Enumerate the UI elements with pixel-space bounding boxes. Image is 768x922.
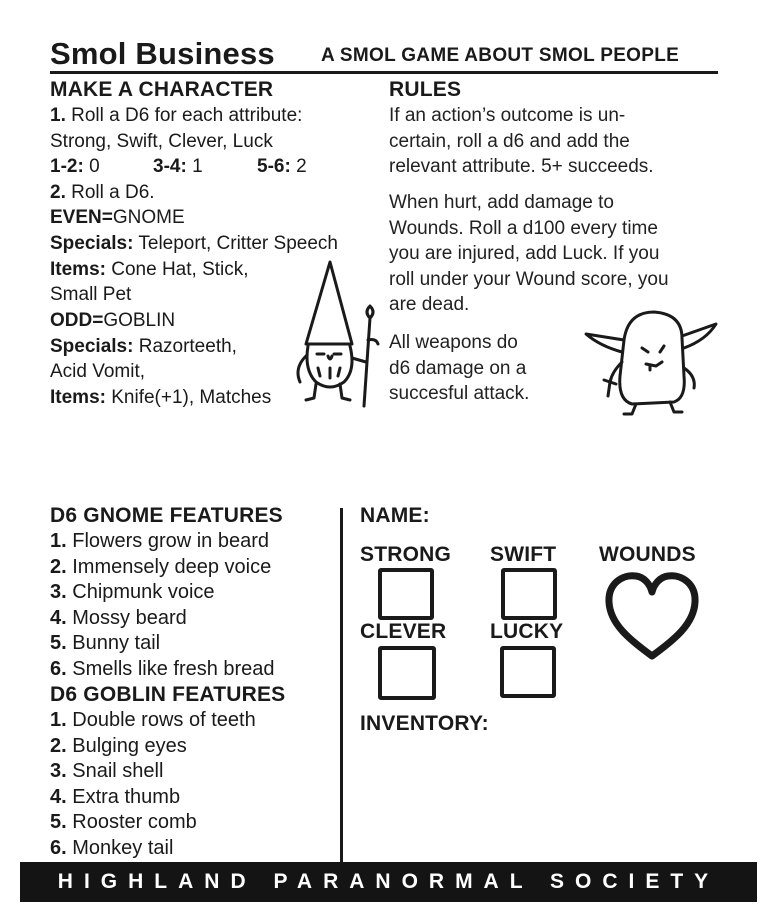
goblin-illustration — [582, 306, 722, 416]
item-text: Bunny tail — [72, 632, 161, 655]
page-title: Smol Business — [50, 36, 275, 71]
item-text: Immensely deep voice — [72, 555, 272, 578]
wounds-label: WOUNDS — [599, 543, 696, 566]
list-item — [50, 657, 275, 683]
item-number: 3. — [50, 581, 67, 604]
swift-box[interactable] — [501, 568, 557, 620]
gnome-features-list — [50, 529, 275, 683]
goblin-items-value: Knife(+1), Matches — [111, 387, 272, 408]
odd-label: ODD= — [50, 310, 104, 331]
swift-label: SWIFT — [490, 543, 557, 566]
rules-p1-line: relevant attribute. 5+ succeeds. — [389, 156, 654, 178]
item-number: 6. — [50, 657, 67, 680]
gnome-items-value-1: Cone Hat, Stick, — [111, 259, 249, 280]
item-text: Monkey tail — [72, 836, 174, 859]
attributes-line: Strong, Swift, Clever, Luck — [50, 131, 273, 152]
item-number: 6. — [50, 836, 67, 859]
rules-heading: RULES — [389, 78, 462, 101]
rules-p3-line: All weapons do — [389, 332, 518, 353]
item-text: Double rows of teeth — [72, 709, 256, 731]
list-item — [50, 759, 256, 785]
item-text: Mossy beard — [72, 606, 187, 629]
goblin-features-list — [50, 708, 256, 862]
goblin-specials-value-2: Acid Vomit, — [50, 361, 146, 382]
make-character-heading: MAKE A CHARACTER — [50, 78, 274, 101]
rules-p2-line: are dead. — [389, 294, 470, 316]
lucky-label: LUCKY — [490, 620, 564, 643]
list-item — [50, 555, 275, 581]
item-number: 1. — [50, 709, 67, 731]
header-divider — [50, 71, 718, 74]
item-text: Rooster comb — [72, 811, 197, 834]
range1-label: 1-2: — [50, 156, 84, 177]
rules-p1-line: If an action’s outcome is un- — [389, 105, 626, 126]
goblin-specials-value-1: Razorteeth, — [138, 336, 237, 357]
range3 — [257, 154, 307, 180]
range3-label: 5-6: — [257, 156, 291, 177]
goblin-features-heading: D6 GOBLIN FEATURES — [50, 683, 286, 706]
item-text: Bulging eyes — [72, 734, 187, 757]
range3-value: 2 — [296, 156, 307, 177]
item-number: 3. — [50, 760, 67, 783]
range1-value: 0 — [89, 156, 100, 177]
footer-banner: HIGHLAND PARANORMAL SOCIETY — [20, 862, 757, 902]
list-item — [50, 810, 256, 836]
rules-p2-line: When hurt, add damage to — [389, 192, 614, 213]
clever-label: CLEVER — [360, 620, 447, 643]
rules-paragraph-2 — [389, 190, 669, 318]
list-item — [50, 580, 275, 606]
item-number: 5. — [50, 632, 67, 655]
goblin-items — [50, 385, 271, 411]
list-item — [50, 785, 256, 811]
step2-number: 2. — [50, 182, 66, 203]
list-item — [50, 708, 256, 734]
step1-text: Roll a D6 for each attribute: — [71, 105, 303, 126]
wounds-heart[interactable] — [604, 570, 700, 662]
step1-number: 1. — [50, 105, 66, 126]
rules-paragraph-1 — [389, 103, 654, 180]
lucky-box[interactable] — [500, 646, 556, 698]
range2 — [153, 154, 203, 180]
gnome-items — [50, 257, 249, 283]
gnome-features-heading: D6 GNOME FEATURES — [50, 504, 283, 527]
section-divider — [340, 508, 343, 864]
rules-p2-line: Wounds. Roll a d100 every time — [389, 217, 658, 239]
odd-line — [50, 308, 175, 334]
gnome-specials-label: Specials: — [50, 233, 134, 254]
strong-box[interactable] — [378, 568, 434, 620]
list-item — [50, 836, 256, 862]
item-text: Smells like fresh bread — [72, 657, 275, 680]
step1-line — [50, 103, 302, 129]
rules-p2-line: you are injured, add Luck. If you — [389, 243, 660, 265]
inventory-label: INVENTORY: — [360, 712, 489, 735]
list-item — [50, 529, 275, 555]
odd-value: GOBLIN — [103, 310, 176, 331]
gnome-items-label: Items: — [50, 259, 106, 280]
item-number: 5. — [50, 811, 67, 834]
name-label: NAME: — [360, 504, 430, 527]
item-number: 4. — [50, 785, 67, 808]
rules-p2-line: roll under your Wound score, you — [389, 268, 669, 290]
rules-paragraph-3 — [389, 330, 529, 407]
gnome-illustration — [286, 258, 382, 408]
range2-label: 3-4: — [153, 156, 187, 177]
step2-text: Roll a D6. — [71, 182, 155, 203]
gnome-specials — [50, 231, 338, 257]
item-text: Snail shell — [72, 760, 164, 783]
item-text: Extra thumb — [72, 785, 181, 808]
rules-p1-line: certain, roll a d6 and add the — [389, 130, 630, 152]
goblin-specials — [50, 334, 237, 360]
list-item — [50, 631, 275, 657]
rules-p3-line: succesful attack. — [389, 383, 530, 405]
item-number: 2. — [50, 555, 67, 578]
even-line — [50, 205, 185, 231]
page-subtitle: A SMOL GAME ABOUT SMOL PEOPLE — [321, 45, 680, 66]
even-label: EVEN= — [50, 207, 113, 228]
list-item — [50, 606, 275, 632]
goblin-specials-label: Specials: — [50, 336, 134, 357]
range1 — [50, 154, 100, 180]
item-number: 2. — [50, 734, 67, 757]
item-number: 4. — [50, 606, 67, 629]
clever-box[interactable] — [378, 646, 436, 700]
item-number: 1. — [50, 530, 67, 552]
range2-value: 1 — [192, 156, 203, 177]
even-value: GNOME — [112, 207, 185, 228]
strong-label: STRONG — [360, 543, 452, 566]
gnome-items-value-2: Small Pet — [50, 284, 132, 305]
item-text: Chipmunk voice — [72, 581, 215, 604]
step2-line — [50, 180, 155, 206]
goblin-items-label: Items: — [50, 387, 106, 408]
gnome-specials-value: Teleport, Critter Speech — [138, 233, 338, 254]
list-item — [50, 734, 256, 760]
rules-p3-line: d6 damage on a — [389, 357, 527, 379]
item-text: Flowers grow in beard — [72, 530, 269, 552]
